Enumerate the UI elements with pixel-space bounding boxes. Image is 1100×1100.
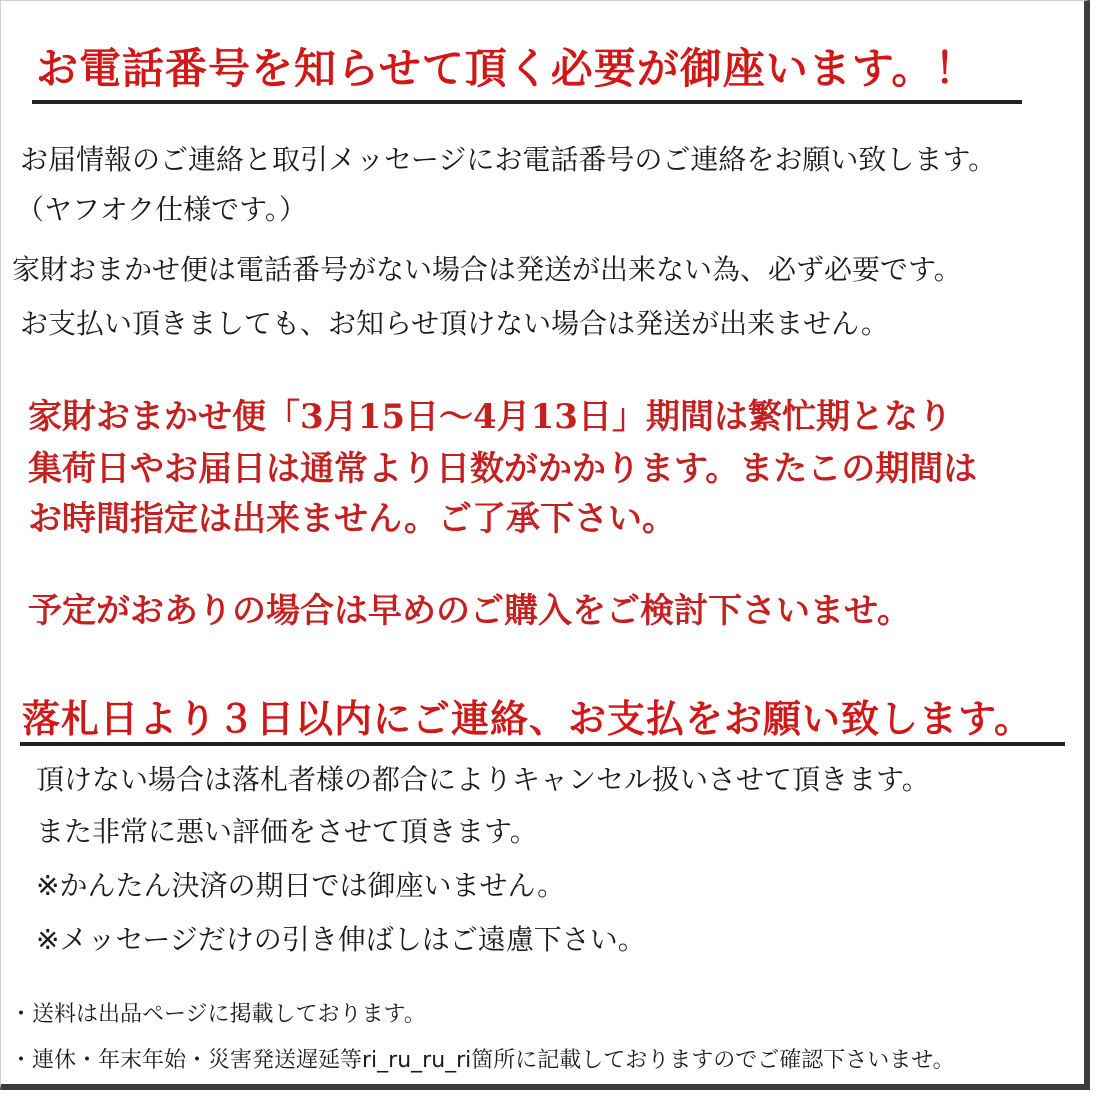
payment-heading-underline — [20, 742, 1065, 746]
title-underline — [32, 100, 1022, 104]
busy-period-line-1: 家財おまかせ便「3月15日～4月13日」期間は繁忙期となり — [28, 397, 952, 437]
page-title: お電話番号を知らせて頂く必要が御座います。！ — [36, 44, 978, 93]
payment-line-1: 頂けない場合は落札者様の都合によりキャンセル扱いさせて頂きます。 — [36, 763, 930, 796]
intro-line-2: （ヤフオク仕様です。） — [16, 193, 307, 226]
busy-period-line-4: 予定がおありの場合は早めのご購入をご検討下さいませ。 — [28, 591, 911, 631]
note-line-2: ・連休・年末年始・災害発送遅延等ri_ru_ru_ri箇所に記載しておりますのでご確認下さいませ。 — [10, 1048, 955, 1073]
busy-period-line-3: お時間指定は出来ません。ご了承下さい。 — [28, 499, 677, 539]
payment-heading: 落札日より３日以内にご連絡、お支払をお願い致します。 — [22, 697, 1033, 741]
kazai-line-1: 家財おまかせ便は電話番号がない場合は発送が出来ない為、必ず必要です。 — [12, 253, 962, 286]
busy-period-line-2: 集荷日やお届日は通常より日数がかかります。またこの期間は — [28, 449, 978, 489]
intro-line-1: お届情報のご連絡と取引メッセージにお電話番号のご連絡をお願い致します。 — [20, 143, 997, 176]
payment-line-2: また非常に悪い評価をさせて頂きます。 — [36, 815, 538, 848]
payment-line-4: ※メッセージだけの引き伸ばしはご遠慮下さい。 — [36, 923, 646, 956]
kazai-line-2: お支払い頂きましても、お知らせ頂けない場合は発送が出来ません。 — [20, 307, 889, 340]
note-line-1: ・送料は出品ページに掲載しております。 — [10, 1002, 426, 1027]
payment-line-3: ※かんたん決済の期日では御座いません。 — [36, 869, 566, 902]
